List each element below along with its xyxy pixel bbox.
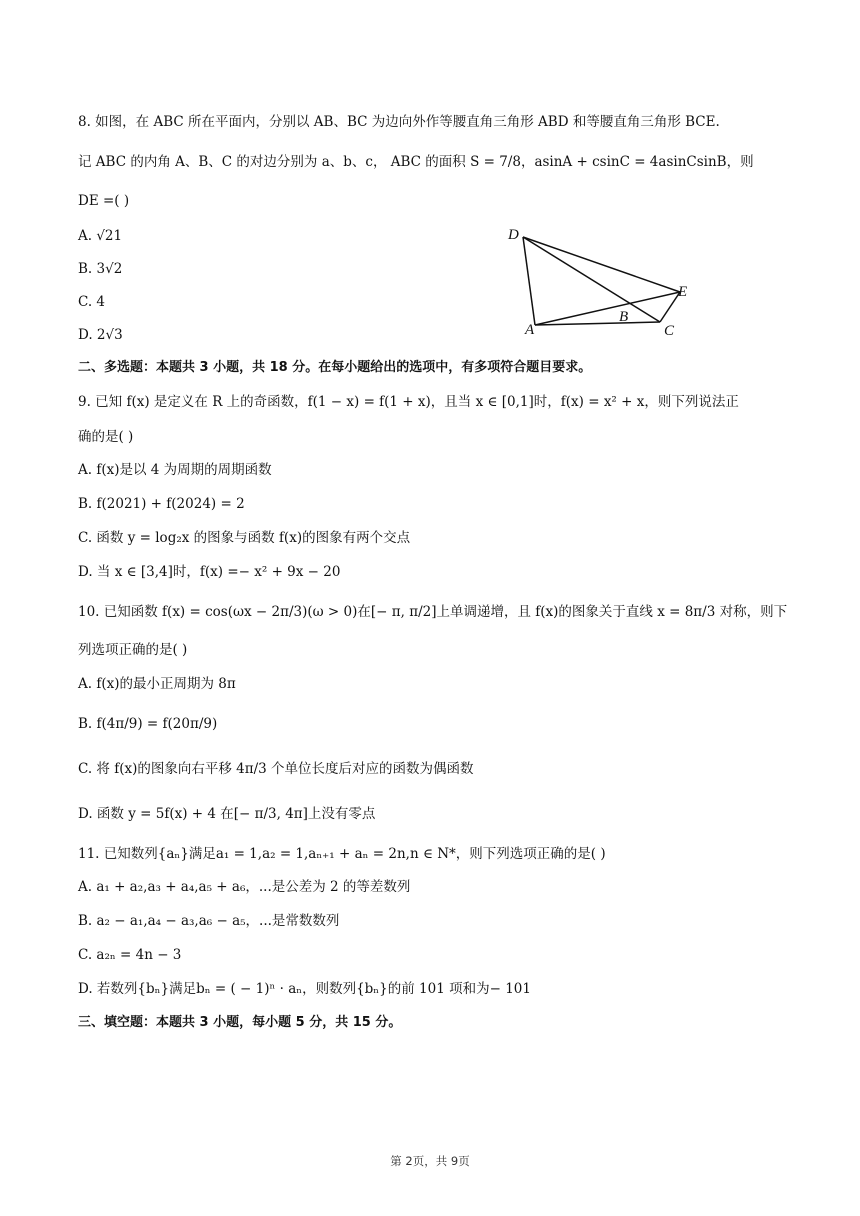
text-line-q8-b: B. 3√2 (78, 261, 123, 277)
segment-DA (523, 237, 535, 325)
text-line-q8-c: C. 4 (78, 294, 106, 310)
text-line-q10-b: B. f(4π/9) = f(20π/9) (78, 716, 218, 732)
text-line-q9-c: C. 函数 y = log₂x 的图象与函数 f(x)的图象有两个交点 (78, 530, 411, 546)
segment-DE (523, 237, 680, 292)
label-D: D (508, 227, 519, 243)
text-line-q8-l1: 8. 如图，在 ABC 所在平面内，分别以 AB、BC 为边向外作等腰直角三角形 ABD 和等腰直角三角形 BCE. (78, 114, 720, 130)
text-line-q10-c: C. 将 f(x)的图象向右平移 4π/3 个单位长度后对应的函数为偶函数 (78, 761, 474, 777)
text-line-q11-c: C. a₂ₙ = 4n − 3 (78, 947, 182, 963)
label-A: A (525, 322, 535, 338)
text-line-q10-l2: 列选项正确的是( ) (78, 642, 188, 658)
segment-DC (523, 237, 660, 322)
text-line-q9-l1: 9. 已知 f(x) 是定义在 R 上的奇函数，f(1 − x) = f(1 + x)，且当 x ∈ [0,1]时，f(x) = x² + x，则下列说法正 (78, 394, 739, 410)
page-footer: 第 2页，共 9页 (390, 1154, 470, 1168)
label-C: C (664, 323, 675, 339)
text-line-q11-a: A. a₁ + a₂,a₃ + a₄,a₅ + a₆，...是公差为 2 的等差数列 (78, 879, 411, 895)
text-line-q10-d: D. 函数 y = 5f(x) + 4 在[− π/3, 4π]上没有零点 (78, 806, 376, 822)
text-line-q11-d: D. 若数列{bₙ}满足bₙ = ( − 1)ⁿ · aₙ，则数列{bₙ}的前 101 项和为− 101 (78, 981, 531, 997)
text-line-q11-b: B. a₂ − a₁,a₄ − a₃,a₆ − a₅，...是常数数列 (78, 913, 340, 929)
text-line-q8-l3: DE =( ) (78, 193, 130, 209)
text-line-q8-a: A. √21 (78, 228, 123, 244)
text-line-q9-b: B. f(2021) + f(2024) = 2 (78, 496, 245, 512)
text-line-q9-d: D. 当 x ∈ [3,4]时，f(x) =− x² + 9x − 20 (78, 564, 341, 580)
text-line-q10-l1: 10. 已知函数 f(x) = cos(ωx − 2π/3)(ω > 0)在[− π, π/2]上单调递增，且 f(x)的图象关于直线 x = 8π/3 对称，则下 (78, 604, 788, 620)
text-line-q8-d: D. 2√3 (78, 327, 123, 343)
triangle-figure (505, 222, 705, 340)
segment-AC (535, 322, 660, 325)
text-line-sec2: 二、多选题：本题共 3 小题，共 18 分。在每小题给出的选项中，有多项符合题目要求。 (78, 360, 592, 375)
text-line-q9-a: A. f(x)是以 4 为周期的周期函数 (78, 462, 272, 478)
label-B: B (619, 309, 629, 325)
text-line-q9-l2: 确的是( ) (78, 429, 134, 445)
label-E: E (678, 284, 688, 300)
text-line-q8-l2: 记 ABC 的内角 A、B、C 的对边分别为 a、b、c， ABC 的面积 S = 7/8，asinA + csinC = 4asinCsinB，则 (78, 154, 754, 170)
text-line-q10-a: A. f(x)的最小正周期为 8π (78, 676, 236, 692)
text-line-q11-l1: 11. 已知数列{aₙ}满足a₁ = 1,a₂ = 1,aₙ₊₁ + aₙ = 2n,n ∈ N*，则下列选项正确的是( ) (78, 846, 606, 862)
text-line-sec3: 三、填空题：本题共 3 小题，每小题 5 分，共 15 分。 (78, 1015, 402, 1030)
